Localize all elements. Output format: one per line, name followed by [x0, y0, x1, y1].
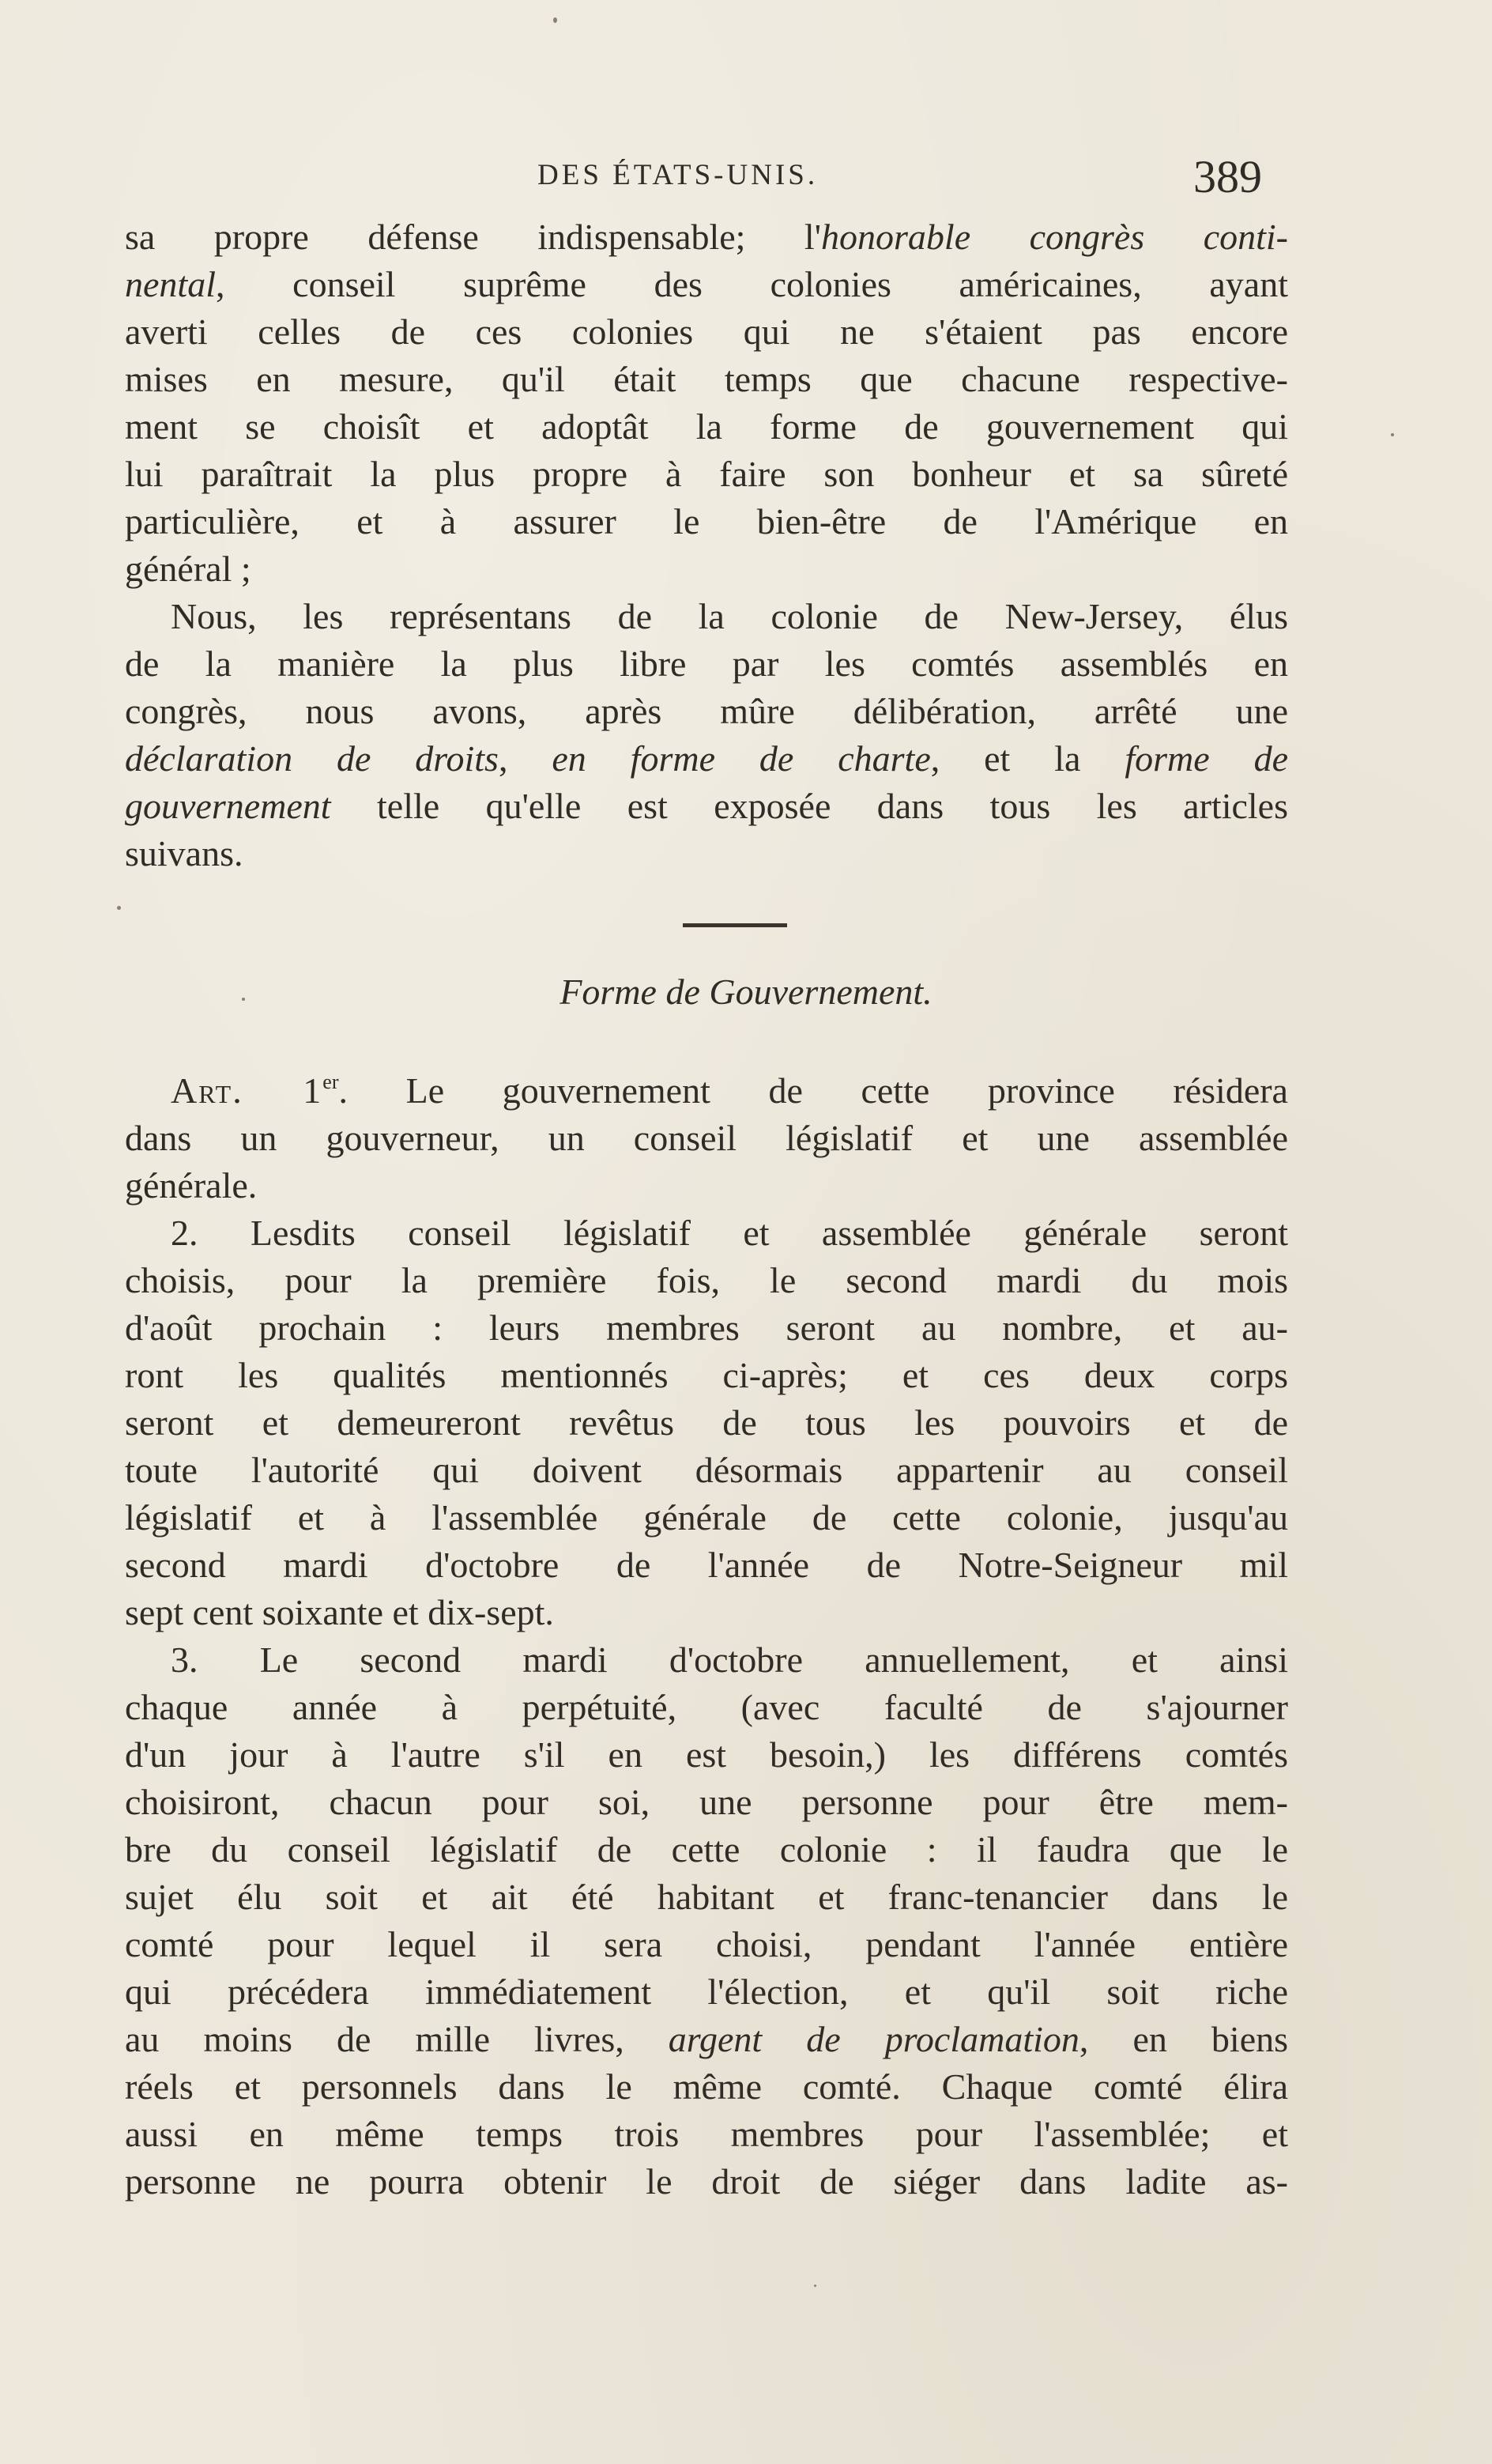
italic-run: déclaration de droits	[125, 738, 499, 779]
text-line	[125, 261, 1288, 308]
text-line: choisiront, chacun pour soi, une personne pour être mem-	[125, 1782, 1288, 1822]
text-line: averti celles de ces colonies qui ne s'étaient pas encore	[125, 311, 1288, 352]
italic-run: gouvernement	[125, 786, 331, 826]
text-line: ront les qualités mentionnés ci-après; et ces deux corps	[125, 1355, 1288, 1395]
section-heading: Forme de Gouvernement.	[560, 972, 932, 1012]
text-line: lui paraîtrait la plus propre à faire son bonheur et sa sûreté	[125, 454, 1288, 494]
text-line: d'août prochain : leurs membres seront au nombre, et au-	[125, 1307, 1288, 1348]
text-line	[125, 1067, 1288, 1115]
text-line: bre du conseil législatif de cette colonie : il faudra que le	[125, 1829, 1288, 1870]
text-run: sa propre défense indispensable; l'	[125, 217, 822, 257]
text-line: 2. Lesdits conseil législatif et assemblée générale seront	[171, 1213, 1288, 1253]
text-line: ment se choisît et adoptât la forme de gouvernement qui	[125, 406, 1288, 447]
text-line: comté pour lequel il sera choisi, pendant l'année entière	[125, 1924, 1288, 1964]
text-line: de la manière la plus libre par les comtés assemblés en	[125, 643, 1288, 684]
text-line	[125, 783, 1288, 830]
text-line: sujet élu soit et ait été habitant et franc-tenancier dans le	[125, 1877, 1288, 1917]
text-line: dans un gouverneur, un conseil législatif et une assemblée	[125, 1118, 1288, 1158]
article-label: Art. 1	[171, 1070, 323, 1111]
text-line: réels et personnels dans le même comté. Chaque comté élira	[125, 2066, 1288, 2107]
text-line: particulière, et à assurer le bien-être de l'Amérique en	[125, 501, 1288, 541]
paper-speck	[117, 906, 121, 910]
italic-run: argent de proclamation	[668, 2019, 1079, 2059]
text-run: , en biens	[1079, 2019, 1289, 2059]
articles-block	[125, 1067, 1288, 2206]
text-line: suivans.	[125, 833, 243, 874]
text-line	[125, 735, 1288, 783]
text-line: mises en mesure, qu'il était temps que chacune respective-	[125, 359, 1288, 399]
text-line: choisis, pour la première fois, le second mardi du mois	[125, 1260, 1288, 1300]
section-divider-rule	[683, 923, 787, 927]
superscript: er	[322, 1070, 339, 1093]
text-run: . Le gouvernement de cette province résidera	[338, 1070, 1288, 1111]
text-line: d'un jour à l'autre s'il en est besoin,) les différens comtés	[125, 1734, 1288, 1775]
italic-run: forme de	[1125, 738, 1288, 779]
text-line: personne ne pourra obtenir le droit de siéger dans ladite as-	[125, 2161, 1288, 2202]
text-line: générale.	[125, 1165, 258, 1206]
text-run: , conseil suprême des colonies américaines, ayant	[215, 264, 1288, 304]
text-line: seront et demeureront revêtus de tous les pouvoirs et de	[125, 1402, 1288, 1443]
text-line: sept cent soixante et dix-sept.	[125, 1592, 554, 1632]
italic-run: nental	[125, 264, 216, 304]
text-line: toute l'autorité qui doivent désormais appartenir au conseil	[125, 1450, 1288, 1490]
text-line: qui précédera immédiatement l'élection, et qu'il soit riche	[125, 1972, 1288, 2012]
text-line: général ;	[125, 549, 251, 589]
text-line: législatif et à l'assemblée générale de cette colonie, jusqu'au	[125, 1497, 1288, 1538]
text-line: aussi en même temps trois membres pour l'assemblée; et	[125, 2114, 1288, 2154]
text-run: , et la	[930, 738, 1125, 779]
text-run: ,	[498, 738, 552, 779]
text-run: telle qu'elle est exposée dans tous les articles	[330, 786, 1288, 826]
paper-speck	[553, 17, 557, 23]
text-line	[125, 2016, 1288, 2063]
text-line: chaque année à perpétuité, (avec faculté de s'ajourner	[125, 1687, 1288, 1727]
italic-run: en forme de charte	[552, 738, 931, 779]
text-line	[125, 213, 1288, 261]
text-line: 3. Le second mardi d'octobre annuellement, et ainsi	[171, 1640, 1288, 1680]
paper-speck	[1391, 433, 1394, 436]
running-title: DES ÉTATS-UNIS.	[537, 159, 819, 191]
paper-speck	[242, 998, 245, 1001]
page-number: 389	[1193, 151, 1262, 202]
italic-run: honorable congrès conti-	[821, 217, 1289, 257]
running-head	[0, 151, 1492, 210]
text-line: congrès, nous avons, après mûre délibération, arrêté une	[125, 691, 1288, 731]
text-line: second mardi d'octobre de l'année de Notre-Seigneur mil	[125, 1545, 1288, 1585]
text-line: Nous, les représentans de la colonie de New-Jersey, élus	[171, 596, 1288, 636]
text-run: au moins de mille livres,	[125, 2019, 669, 2059]
paper-speck	[814, 2285, 816, 2287]
intro-paragraph	[125, 213, 1288, 877]
